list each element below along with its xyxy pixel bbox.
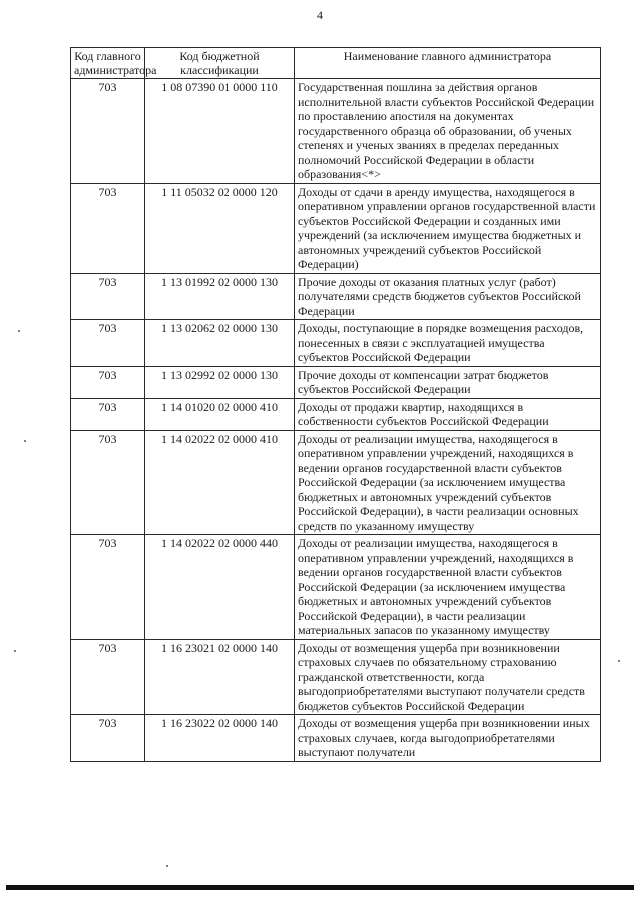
table-row (71, 183, 601, 273)
table-row (71, 639, 601, 715)
table-header-row (71, 48, 601, 79)
cell-budget-code: 1 16 23021 02 0000 140 (145, 639, 295, 715)
cell-admin-code: 703 (71, 366, 145, 398)
cell-admin-code: 703 (71, 535, 145, 640)
table-row (71, 366, 601, 398)
table-row (71, 715, 601, 762)
cell-admin-code: 703 (71, 715, 145, 762)
table-row (71, 535, 601, 640)
scan-speck (166, 865, 168, 867)
cell-budget-code: 1 14 01020 02 0000 410 (145, 398, 295, 430)
cell-admin-code: 703 (71, 79, 145, 184)
cell-admin-code: 703 (71, 320, 145, 367)
cell-budget-code: 1 14 02022 02 0000 440 (145, 535, 295, 640)
cell-admin-name: Доходы от реализации имущества, находящегося в оперативном управлении учреждений, находящихся в ведении органов государственной власти субъектов Российской Федерации (за исключением имущества бюджетных и автономных учреждений субъектов Российской Федерации), в части реализации материальных запасов по указанному имуществу (295, 535, 601, 640)
header-budget-code: Код бюджетной классификации (145, 48, 295, 79)
cell-budget-code: 1 13 02992 02 0000 130 (145, 366, 295, 398)
table-row (71, 273, 601, 320)
cell-admin-name: Доходы от сдачи в аренду имущества, находящегося в оперативном управлении органов государственной власти субъектов Российской Федерации и созданных ими учреждений (за исключением имущества бюджетных и автономных учреждений субъектов Российской Федерации) (295, 183, 601, 273)
cell-budget-code: 1 08 07390 01 0000 110 (145, 79, 295, 184)
cell-budget-code: 1 11 05032 02 0000 120 (145, 183, 295, 273)
cell-admin-code: 703 (71, 639, 145, 715)
scan-speck (24, 440, 26, 442)
budget-revenue-table (70, 47, 601, 762)
cell-admin-name: Прочие доходы от компенсации затрат бюджетов субъектов Российской Федерации (295, 366, 601, 398)
cell-admin-name: Доходы от реализации имущества, находящегося в оперативном управлении учреждений, находящихся в ведении органов государственной власти субъектов Российской Федерации (за исключением имущества бюджетных и автономных учреждений субъектов Российской Федерации), в части реализации основных средств по указанному имуществу (295, 430, 601, 535)
header-admin-name: Наименование главного администратора (295, 48, 601, 79)
table-row (71, 79, 601, 184)
cell-admin-code: 703 (71, 273, 145, 320)
header-admin-code: Код главного администратора (71, 48, 145, 79)
table-row (71, 430, 601, 535)
cell-budget-code: 1 14 02022 02 0000 410 (145, 430, 295, 535)
cell-admin-name: Доходы от возмещения ущерба при возникновении страховых случаев по обязательному страхованию гражданской ответственности, когда выгодоприобретателями выступают получатели средств бюджетов субъектов Российской Федерации (295, 639, 601, 715)
scan-speck (618, 660, 620, 662)
cell-budget-code: 1 16 23022 02 0000 140 (145, 715, 295, 762)
scan-speck (18, 330, 20, 332)
cell-admin-name: Прочие доходы от оказания платных услуг (работ) получателями средств бюджетов субъектов Российской Федерации (295, 273, 601, 320)
cell-admin-code: 703 (71, 430, 145, 535)
cell-admin-name: Доходы, поступающие в порядке возмещения расходов, понесенных в связи с эксплуатацией имущества субъектов Российской Федерации (295, 320, 601, 367)
scan-speck (14, 650, 16, 652)
cell-admin-name: Доходы от продажи квартир, находящихся в собственности субъектов Российской Федерации (295, 398, 601, 430)
cell-admin-name: Государственная пошлина за действия органов исполнительной власти субъектов Российской Федерации по проставлению апостиля на документах государственного образца об образовании, об ученых степенях и ученых званиях в пределах переданных полномочий Российской Федерации в области образования<*> (295, 79, 601, 184)
page-number: 4 (317, 8, 323, 22)
cell-budget-code: 1 13 01992 02 0000 130 (145, 273, 295, 320)
cell-admin-code: 703 (71, 398, 145, 430)
scan-bottom-edge (6, 885, 634, 890)
table-row (71, 320, 601, 367)
cell-admin-code: 703 (71, 183, 145, 273)
cell-budget-code: 1 13 02062 02 0000 130 (145, 320, 295, 367)
table-row (71, 398, 601, 430)
cell-admin-name: Доходы от возмещения ущерба при возникновении иных страховых случаев, когда выгодоприобретателями выступают получатели (295, 715, 601, 762)
